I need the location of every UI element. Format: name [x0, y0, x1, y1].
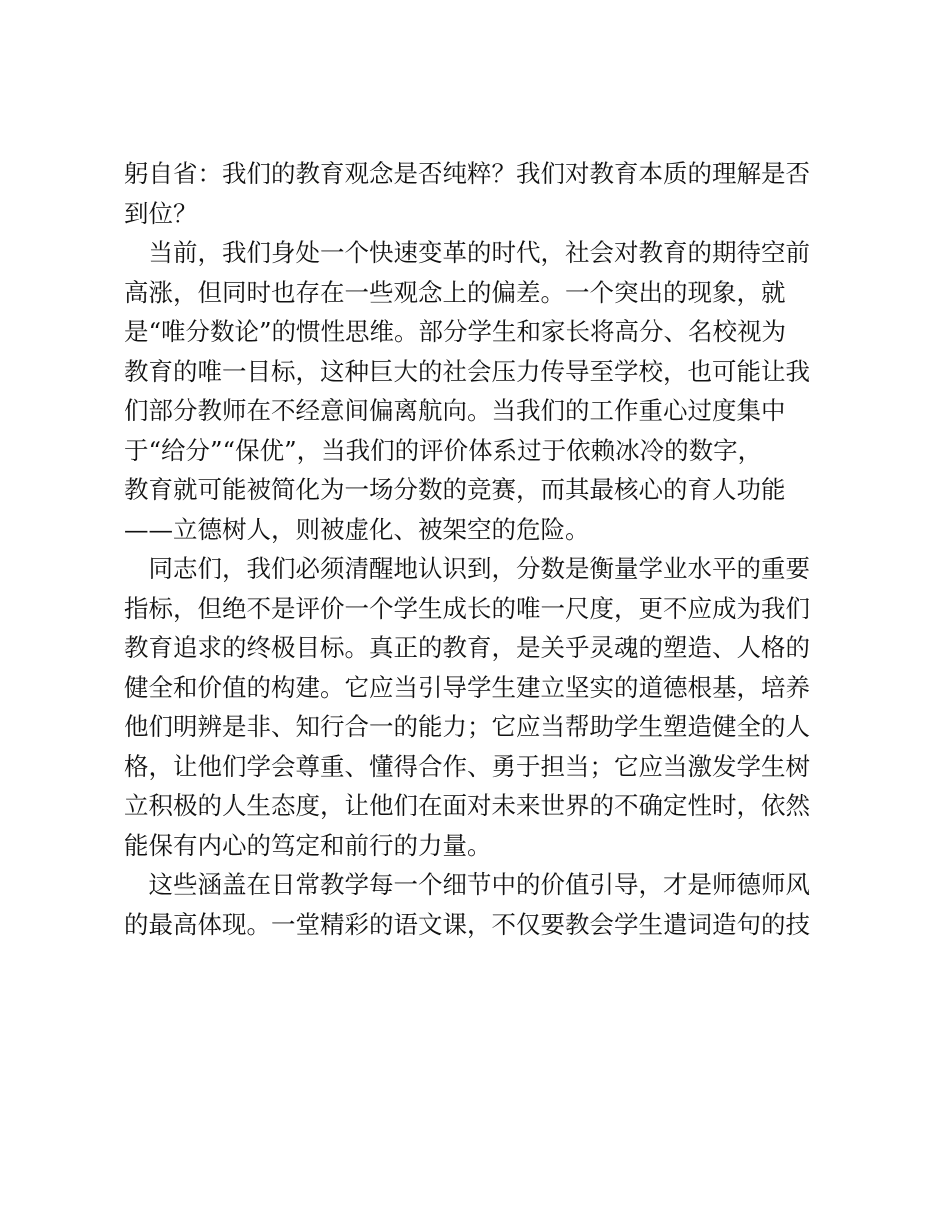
- text-line: ——立德树人，则被虚化、被架空的危险。: [124, 514, 590, 544]
- text-line: 是“唯分数论”的惯性思维。部分学生和家长将高分、名校视为: [124, 317, 787, 346]
- text-line: 于“给分”“保优”，当我们的评价体系过于依赖冰冷的数字，: [124, 435, 763, 465]
- text-line: 们部分教师在不经意间偏离航向。当我们的工作重心过度集中: [124, 396, 786, 425]
- text-line: 格，让他们学会尊重、懂得合作、勇于担当；它应当激发学生树: [124, 751, 810, 781]
- text-line: 同志们，我们必须清醒地认识到，分数是衡量学业水平的重要: [124, 554, 810, 583]
- text-line: 当前，我们身处一个快速变革的时代，社会对教育的期待空前: [124, 238, 810, 267]
- body-text: [124, 154, 844, 944]
- text-line: 教育就可能被简化为一场分数的竞赛，而其最核心的育人功能: [124, 475, 786, 504]
- text-line: 高涨，但同时也存在一些观念上的偏差。一个突出的现象，就: [124, 277, 786, 307]
- text-line: 躬自省：我们的教育观念是否纯粹？我们对教育本质的理解是否: [124, 159, 810, 188]
- text-line: 这些涵盖在日常教学每一个细节中的价值引导，才是师德师风: [124, 870, 810, 899]
- text-line: 到位？: [124, 198, 198, 228]
- text-line: 的最高体现。一堂精彩的语文课，不仅要教会学生遣词造句的技: [124, 909, 810, 939]
- text-line: 指标，但绝不是评价一个学生成长的唯一尺度，更不应成为我们: [124, 593, 810, 623]
- text-line: 健全和价值的构建。它应当引导学生建立坚实的道德根基，培养: [124, 672, 810, 702]
- text-line: 能保有内心的笃定和前行的力量。: [124, 830, 492, 860]
- text-line: 教育追求的终极目标。真正的教育，是关乎灵魂的塑造、人格的: [124, 633, 810, 662]
- text-line: 立积极的人生态度，让他们在面对未来世界的不确定性时，依然: [124, 791, 810, 820]
- text-line: 他们明辨是非、知行合一的能力；它应当帮助学生塑造健全的人: [124, 712, 810, 741]
- text-line: 教育的唯一目标，这种巨大的社会压力传导至学校，也可能让我: [124, 356, 810, 386]
